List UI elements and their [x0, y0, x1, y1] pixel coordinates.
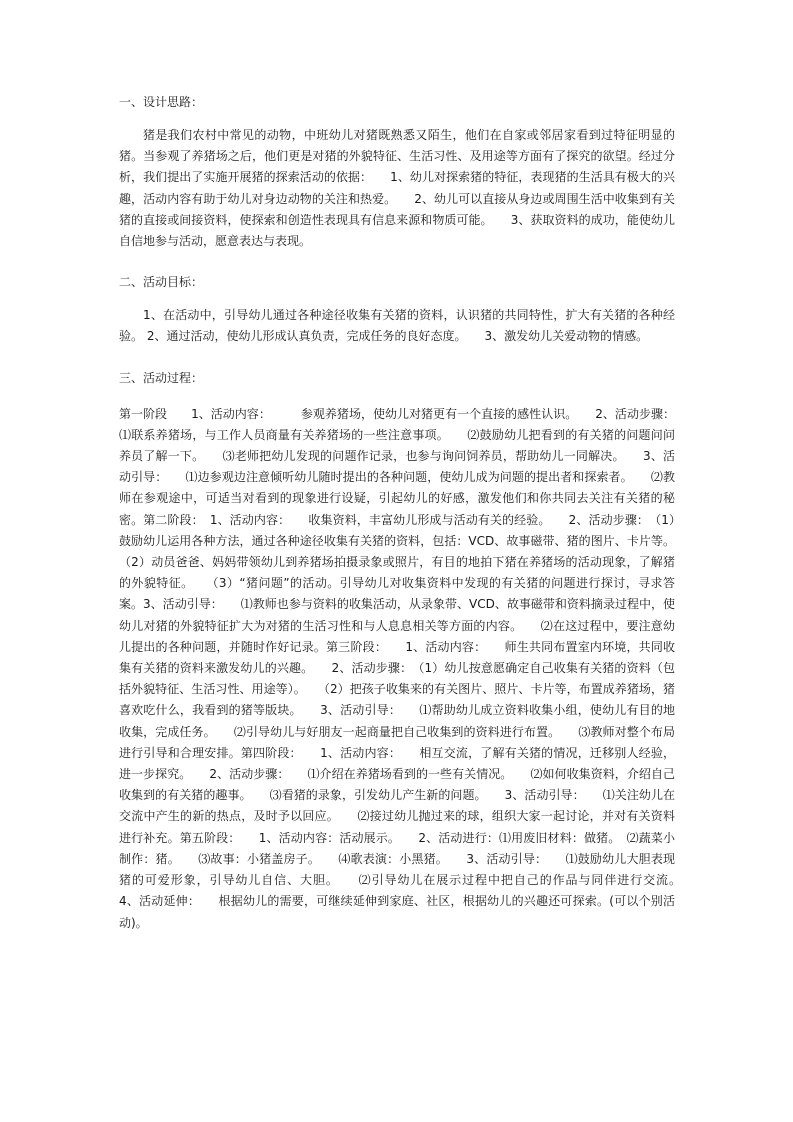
section-body-activity-goals: 1、在活动中，引导幼儿通过各种途径收集有关猪的资料，认识猪的共同特性，扩大有关猪的各种经验。 2、通过活动，使幼儿形成认真负责，完成任务的良好态度。 3、激发幼儿关爱动物的情感。	[119, 308, 675, 344]
section-heading-activity-goals: 二、活动目标：	[119, 275, 204, 290]
section-heading-design-idea: 一、设计思路：	[119, 95, 204, 109]
section-heading-activity-process: 三、活动过程：	[119, 370, 204, 385]
document-page	[119, 92, 700, 934]
section-body-design-idea: 猪是我们农村中常见的动物，中班幼儿对猪既熟悉又陌生，他们在自家或邻居家看到过特征明显的猪。当参观了养猪场之后，他们更是对猪的外貌特征、生活习性、及用途等方面有了探究的欲望。经过分析，我们提出了实施开展猪的探索活动的依据： 1、幼儿对探索猪的特征，表现猪的生活具有极大的兴趣，活动内容有助于幼儿对身边动物的关注和热爱。 2、幼儿可以直接从身边或周围生活中收集到有关猪的直接或间接资料，使探索和创造性表现具有信息来源和物质可能。 3、获取资料的成功，能使幼儿自信地参与活动，愿意表达与表现。	[119, 128, 675, 249]
section-body-activity-process: 第一阶段 1、活动内容： 参观养猪场，使幼儿对猪更有一个直接的感性认识。 2、活动步骤：⑴联系养猪场，与工作人员商量有关养猪场的一些注意事项。 ⑵鼓励幼儿把看到的有关猪的问题问问养员了解一下。 ⑶老师把幼儿发现的问题作记录，也参与询问饲养员，帮助幼儿一同解决。 3、活动引导： ⑴边参观边注意倾听幼儿随时提出的各种问题，使幼儿成为问题的提出者和探索者。 ⑵教师在参观途中，可适当对看到的现象进行设疑，引起幼儿的好感，激发他们和你共同去关注有关猪的秘密。第二阶段： 1、活动内容： 收集资料，丰富幼儿形成与活动有关的经验。 2、活动步骤： （1）鼓励幼儿运用各种方法，通过各种途径收集有关猪的资料，包括：VCD、故事磁带、猪的图片、卡片等。（2）动员爸爸、妈妈带领幼儿到养猪场拍摄录象或照片，有目的地拍下猪在养猪场的活动现象，了解猪的外貌特征。 （3）“猪问题”的活动。引导幼儿对收集资料中发现的有关猪的问题进行探讨，寻求答案。3、活动引导： ⑴教师也参与资料的收集活动，从录象带、VCD、故事磁带和资料摘录过程中，使幼儿对猪的外貌特征扩大为对猪的生活习性和与人息息相关等方面的内容。 ⑵在这过程中，要注意幼儿提出的各种问题，并随时作好记录。第三阶段： 1、活动内容： 师生共同布置室内环境，共同收集有关猪的资料来激发幼儿的兴趣。 2、活动步骤： （1）幼儿按意愿确定自己收集有关猪的资料（包括外貌特征、生活习性、用途等）。 （2）把孩子收集来的有关图片、照片、卡片等，布置成养猪场，猪喜欢吃什么，我看到的猪等版块。 3、活动引导： ⑴帮助幼儿成立资料收集小组，使幼儿有目的地收集，完成任务。 ⑵引导幼儿与好朋友一起商量把自己收集到的资料进行布置。 ⑶教师对整个布局进行引导和合理安排。第四阶段： 1、活动内容： 相互交流，了解有关猪的情况，迁移别人经验，进一步探究。 2、活动步骤： ⑴介绍在养猪场看到的一些有关情况。 ⑵如何收集资料，介绍自己收集到的有关猪的趣事。 ⑶看猪的录象，引发幼儿产生新的问题。 3、活动引导： ⑴关注幼儿在交流中产生的新的热点，及时予以回应。 ⑵接过幼儿抛过来的球，组织大家一起讨论，并对有关资料进行补充。第五阶段： 1、活动内容：活动展示。 2、活动进行：⑴用废旧材料：做猪。 ⑵蔬菜小制作：猪。 ⑶故事：小猪盖房子。 ⑷歌表演：小黑猪。 3、活动引导： ⑴鼓励幼儿大胆表现猪的可爱形象，引导幼儿自信、大胆。 ⑵引导幼儿在展示过程中把自己的作品与同伴进行交流。 4、活动延伸： 根据幼儿的需要，可继续延伸到家庭、社区，根据幼儿的兴趣还可探索。(可以个别活动)。	[119, 406, 700, 930]
